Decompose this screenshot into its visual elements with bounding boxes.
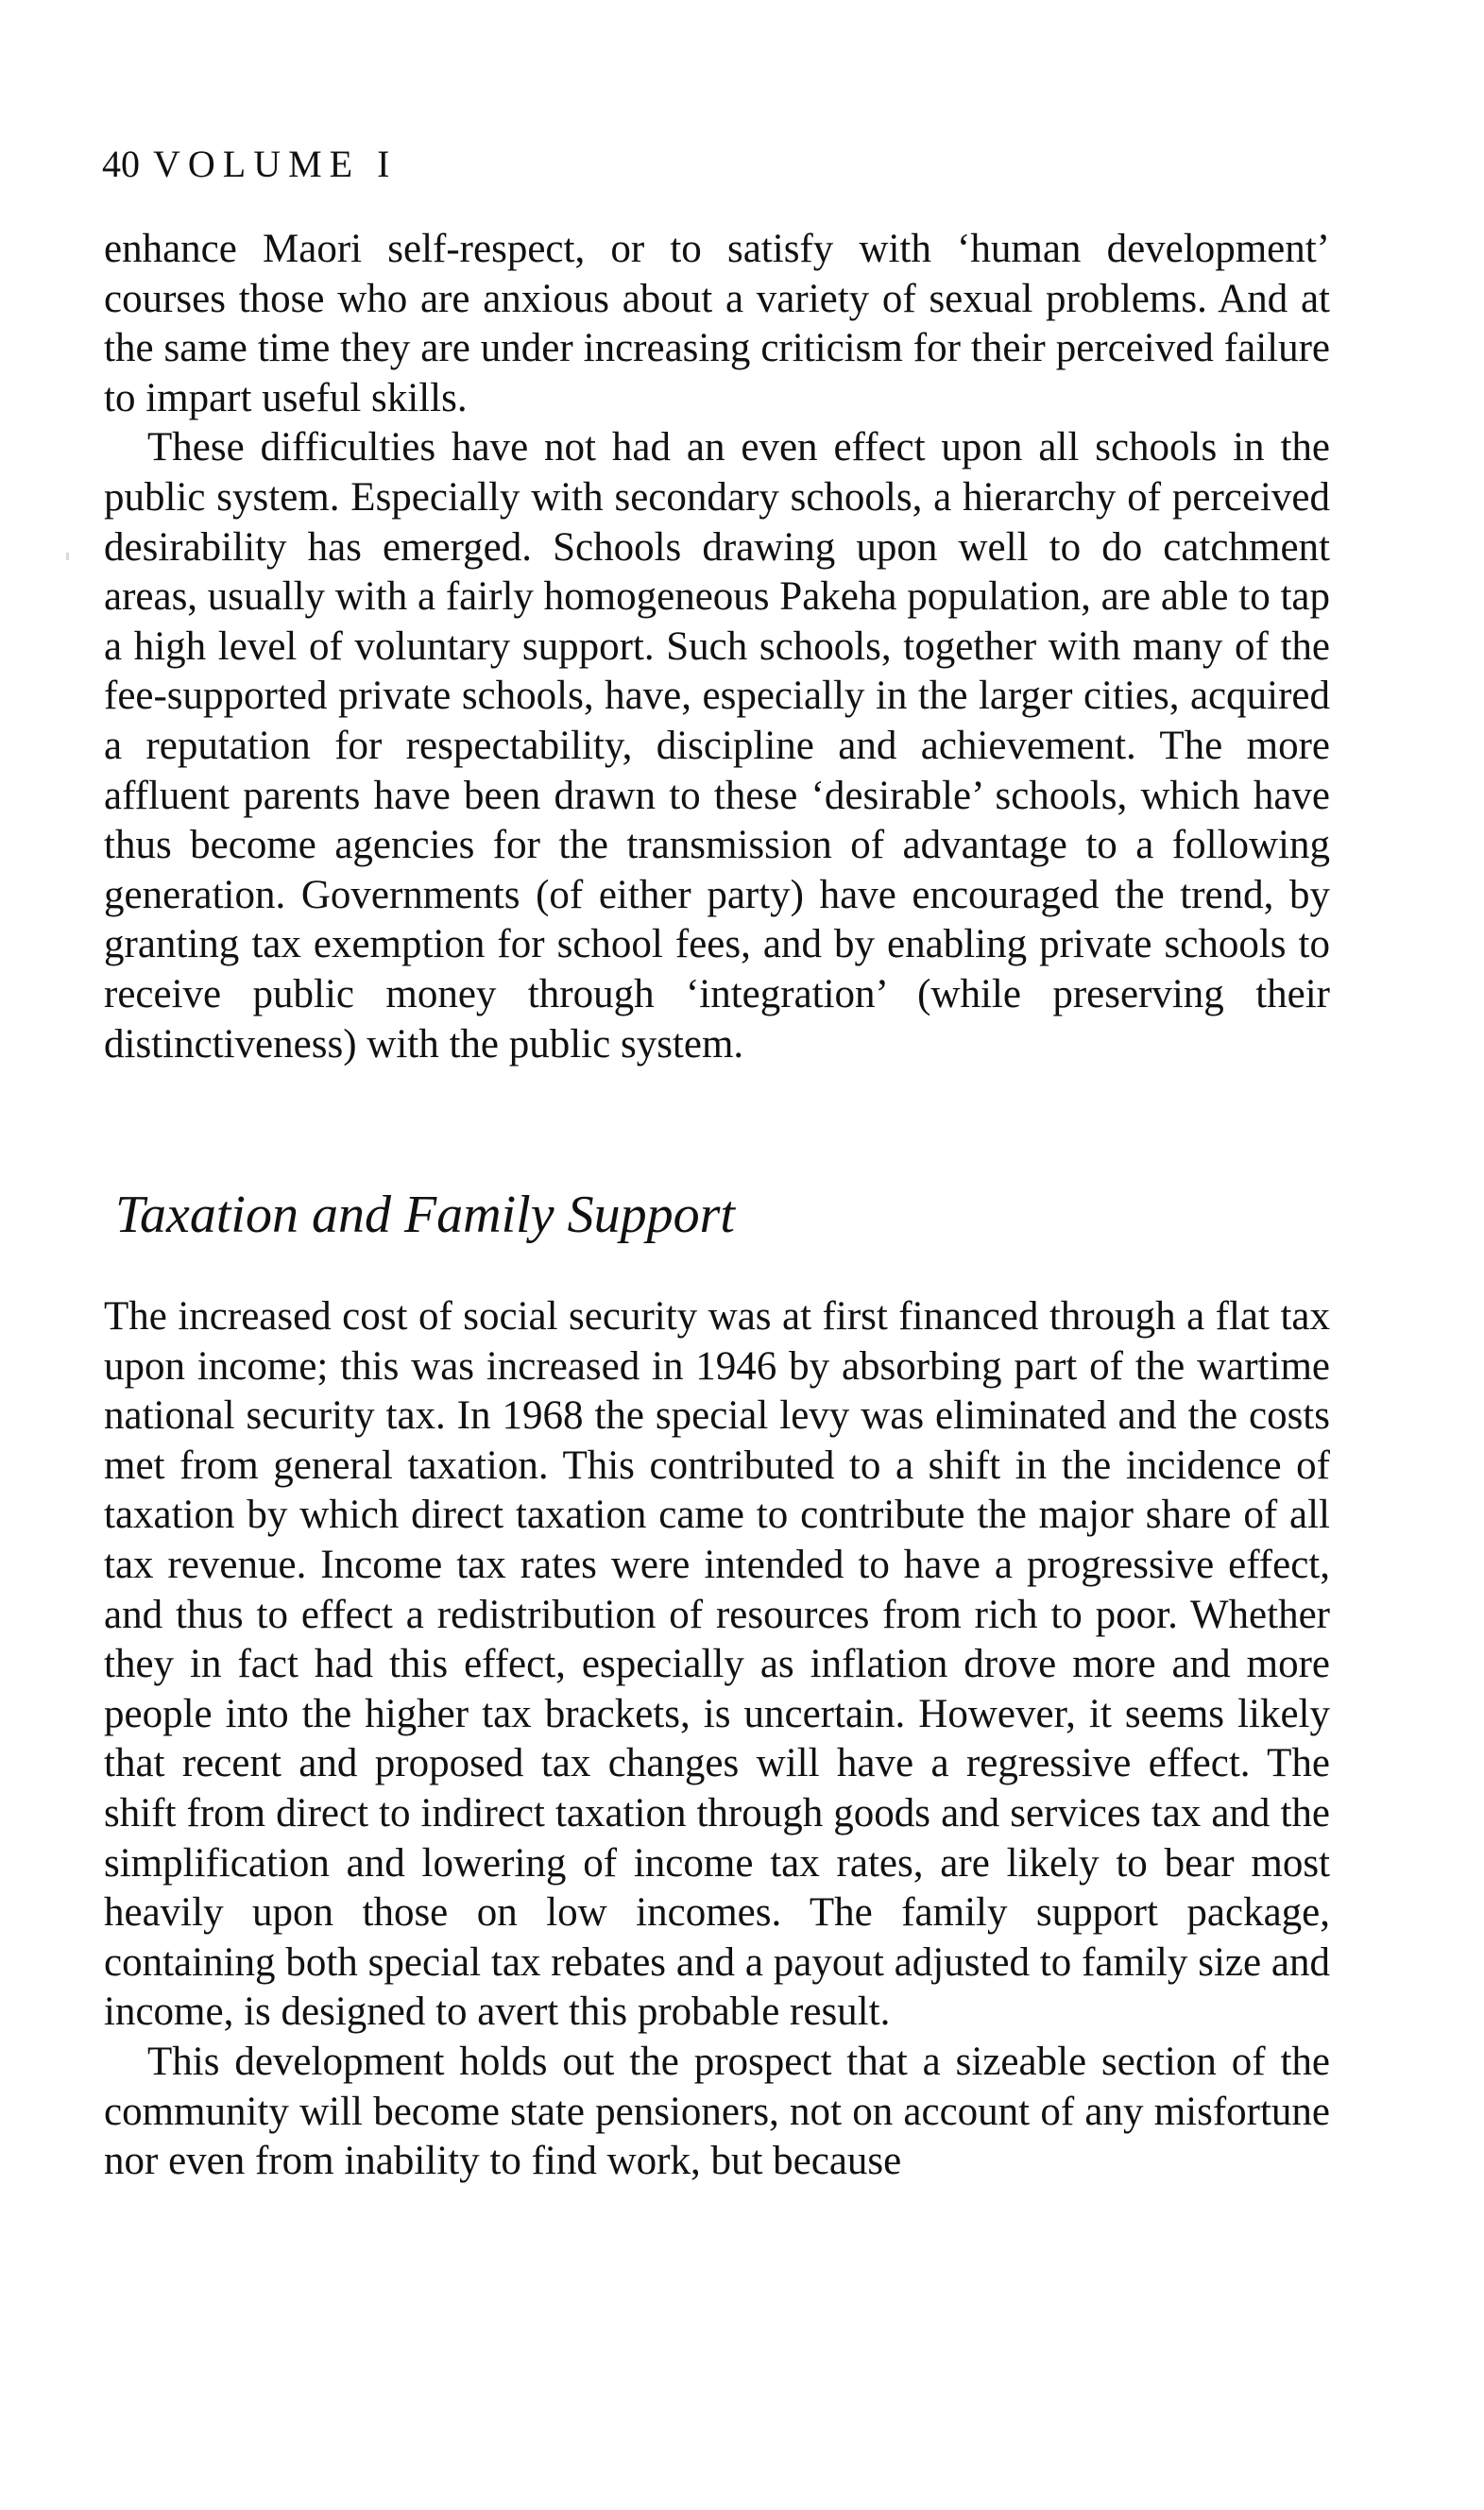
- paragraph-taxation: The increased cost of social security was at first financed through a flat tax upon income; this was increased in 1946 by absorbing part of the wartime national security tax. In 1968 the special levy was eliminated and the costs met from general taxation. This contributed to a shift in the incidence of taxation by which direct taxation came to contribute the major share of all tax revenue. Income tax rates were intended to have a progressive effect, and thus to effect a redistribution of resources from rich to poor. Whether they in fact had this effect, especially as inflation drove more and more people into the higher tax brackets, is uncertain. However, it seems likely that recent and proposed tax changes will have a regressive effect. The shift from direct to indirect taxation through goods and services tax and the simplification and lowering of income tax rates, are likely to bear most heavily upon those on low incomes. The family support package, containing both special tax rebates and a payout adjusted to family size and income, is designed to avert this probable result.: [104, 1294, 1330, 2035]
- running-head: [102, 142, 397, 187]
- paragraph-state-pensioners: This development holds out the prospect that a sizeable section of the community will become state pensioners, not on account of any misfortune nor even from inability to find work, but because: [104, 2039, 1330, 2184]
- margin-mark: [66, 553, 69, 560]
- volume-label: VOLUME I: [153, 143, 398, 185]
- body-text-lower: [104, 1292, 1330, 2187]
- body-text-upper: [104, 225, 1330, 1069]
- paragraph-continued: enhance Maori self-respect, or to satisfy with ‘human development’ courses those who are anxious about a variety of sexual problems. And at the same time they are under increasing criticism for their perceived failure to impart useful skills.: [104, 227, 1330, 420]
- page-number: 40: [102, 143, 140, 185]
- section-heading: Taxation and Family Support: [115, 1186, 735, 1244]
- paragraph-schools-hierarchy: These difficulties have not had an even effect upon all schools in the public system. Especially with secondary schools, a hierarchy of perceived desirability has emerged. Schools drawing upon well to do catchment areas, usually with a fairly homogeneous Pakeha population, are able to tap a high level of voluntary support. Such schools, together with many of the fee-supported private schools, have, especially in the larger cities, acquired a reputation for respectability, discipline and achievement. The more affluent parents have been drawn to these ‘desirable’ schools, which have thus become agencies for the transmission of advantage to a following generation. Governments (of either party) have encouraged the trend, by granting tax exemption for school fees, and by enabling private schools to receive public money through ‘integration’ (while preserving their distinctiveness) with the public system.: [104, 425, 1330, 1067]
